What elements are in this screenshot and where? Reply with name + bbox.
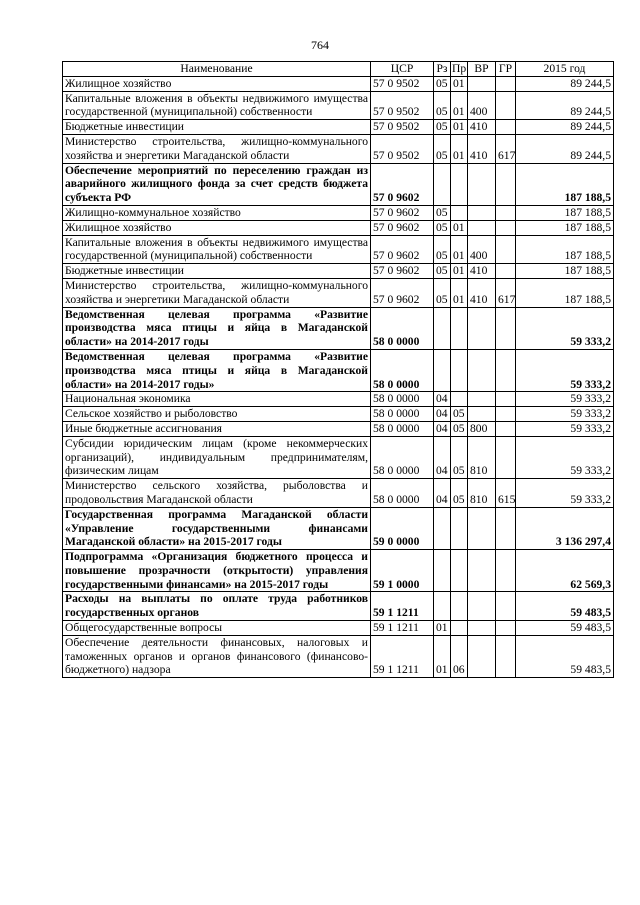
- row-name: Бюджетные инвестиции: [63, 120, 371, 135]
- row-gr: [496, 635, 516, 677]
- table-row: [63, 163, 614, 205]
- row-gr: [496, 592, 516, 621]
- row-csr: 57 0 9602: [371, 220, 434, 235]
- row-rz: 04: [434, 407, 451, 422]
- row-pr: 05: [451, 407, 468, 422]
- row-name: Бюджетные инвестиции: [63, 264, 371, 279]
- table-row: [63, 220, 614, 235]
- row-gr: [496, 349, 516, 391]
- row-pr: [451, 621, 468, 636]
- row-csr: 57 0 9602: [371, 235, 434, 264]
- table-row: [63, 278, 614, 307]
- table-header-row: [63, 62, 614, 77]
- table-row: [63, 621, 614, 636]
- row-pr: [451, 205, 468, 220]
- row-name: Иные бюджетные ассигнования: [63, 421, 371, 436]
- row-gr: 617: [496, 134, 516, 163]
- row-rz: [434, 163, 451, 205]
- row-rz: 04: [434, 421, 451, 436]
- row-amount: 89 244,5: [516, 120, 614, 135]
- row-csr: 57 0 9502: [371, 120, 434, 135]
- row-name: Обеспечение деятельности финансовых, налоговых и таможенных органов и органов финансового (финансово-бюджетного) надзора: [63, 635, 371, 677]
- row-csr: 58 0 0000: [371, 392, 434, 407]
- row-amount: 3 136 297,4: [516, 507, 614, 549]
- row-vr: [468, 407, 496, 422]
- budget-table: [62, 61, 614, 678]
- row-csr: 57 0 9502: [371, 134, 434, 163]
- table-row: [63, 120, 614, 135]
- row-name: Подпрограмма «Организация бюджетного процесса и повышение прозрачности (открытости) управления государственными финансами» на 2015-2017 годы: [63, 550, 371, 592]
- row-gr: [496, 436, 516, 478]
- row-csr: 57 0 9602: [371, 205, 434, 220]
- row-pr: 05: [451, 436, 468, 478]
- row-csr: 58 0 0000: [371, 479, 434, 508]
- row-amount: 62 569,3: [516, 550, 614, 592]
- row-vr: 800: [468, 421, 496, 436]
- table-row: [63, 507, 614, 549]
- row-amount: 187 188,5: [516, 163, 614, 205]
- row-vr: [468, 621, 496, 636]
- row-amount: 187 188,5: [516, 278, 614, 307]
- row-name: Обеспечение мероприятий по переселению граждан из аварийного жилищного фонда за счет средств бюджета субъекта РФ: [63, 163, 371, 205]
- row-amount: 59 333,2: [516, 436, 614, 478]
- table-row: [63, 592, 614, 621]
- row-pr: [451, 592, 468, 621]
- row-pr: [451, 163, 468, 205]
- table-row: [63, 421, 614, 436]
- row-amount: 89 244,5: [516, 134, 614, 163]
- row-name: Субсидии юридическим лицам (кроме некоммерческих организаций), индивидуальным предпринимателям, физическим лицам: [63, 436, 371, 478]
- row-pr: 05: [451, 421, 468, 436]
- table-body: [63, 76, 614, 677]
- row-gr: [496, 220, 516, 235]
- row-gr: [496, 507, 516, 549]
- row-gr: [496, 392, 516, 407]
- row-vr: 810: [468, 479, 496, 508]
- table-row: [63, 235, 614, 264]
- row-gr: [496, 235, 516, 264]
- row-name: Национальная экономика: [63, 392, 371, 407]
- row-amount: 59 483,5: [516, 592, 614, 621]
- row-rz: 04: [434, 479, 451, 508]
- row-gr: [496, 421, 516, 436]
- row-pr: [451, 507, 468, 549]
- table-row: [63, 76, 614, 91]
- row-csr: 58 0 0000: [371, 349, 434, 391]
- row-name: Капитальные вложения в объекты недвижимого имущества государственной (муниципальной) собственности: [63, 91, 371, 120]
- row-gr: [496, 91, 516, 120]
- table-row: [63, 635, 614, 677]
- row-vr: 410: [468, 120, 496, 135]
- row-amount: 187 188,5: [516, 235, 614, 264]
- row-vr: 400: [468, 235, 496, 264]
- row-rz: 05: [434, 134, 451, 163]
- row-vr: [468, 307, 496, 349]
- row-gr: [496, 621, 516, 636]
- row-csr: 58 0 0000: [371, 421, 434, 436]
- row-vr: [468, 592, 496, 621]
- row-rz: [434, 507, 451, 549]
- row-csr: 57 0 9602: [371, 163, 434, 205]
- row-csr: 58 0 0000: [371, 436, 434, 478]
- row-amount: 89 244,5: [516, 91, 614, 120]
- row-name: Министерство строительства, жилищно-коммунального хозяйства и энергетики Магаданской области: [63, 134, 371, 163]
- table-row: [63, 91, 614, 120]
- row-gr: [496, 163, 516, 205]
- row-name: Капитальные вложения в объекты недвижимого имущества государственной (муниципальной) собственности: [63, 235, 371, 264]
- table-row: [63, 407, 614, 422]
- row-vr: [468, 349, 496, 391]
- row-vr: 400: [468, 91, 496, 120]
- row-name: Ведомственная целевая программа «Развитие производства мяса птицы и яйца в Магаданской области» на 2014-2017 годы: [63, 307, 371, 349]
- row-vr: 410: [468, 134, 496, 163]
- row-amount: 59 333,2: [516, 479, 614, 508]
- row-name: Жилищное хозяйство: [63, 220, 371, 235]
- header-name: Наименование: [63, 62, 371, 77]
- row-vr: [468, 550, 496, 592]
- row-csr: 59 0 0000: [371, 507, 434, 549]
- row-gr: [496, 120, 516, 135]
- row-amount: 187 188,5: [516, 205, 614, 220]
- row-name: Жилищно-коммунальное хозяйство: [63, 205, 371, 220]
- row-csr: 59 1 1211: [371, 621, 434, 636]
- row-pr: 01: [451, 91, 468, 120]
- row-amount: 187 188,5: [516, 220, 614, 235]
- header-pr: Пр: [452, 62, 467, 75]
- row-amount: 187 188,5: [516, 264, 614, 279]
- row-pr: 01: [451, 76, 468, 91]
- row-vr: [468, 220, 496, 235]
- table-row: [63, 264, 614, 279]
- row-name: Жилищное хозяйство: [63, 76, 371, 91]
- row-pr: [451, 349, 468, 391]
- row-amount: 59 483,5: [516, 621, 614, 636]
- table-row: [63, 307, 614, 349]
- row-rz: 01: [434, 621, 451, 636]
- row-name: Сельское хозяйство и рыболовство: [63, 407, 371, 422]
- row-csr: 57 0 9502: [371, 76, 434, 91]
- table-row: [63, 479, 614, 508]
- row-gr: [496, 550, 516, 592]
- row-amount: 59 333,2: [516, 349, 614, 391]
- row-pr: 01: [451, 134, 468, 163]
- table-row: [63, 392, 614, 407]
- row-rz: 05: [434, 235, 451, 264]
- page-number: 764: [311, 38, 329, 52]
- row-pr: 01: [451, 264, 468, 279]
- table-row: [63, 349, 614, 391]
- row-gr: [496, 307, 516, 349]
- header-vr: ВР: [468, 62, 496, 77]
- row-name: Государственная программа Магаданской области «Управление государственными финансами Магаданской области» на 2015-2017 годы: [63, 507, 371, 549]
- row-csr: 57 0 9602: [371, 278, 434, 307]
- row-pr: [451, 550, 468, 592]
- row-rz: [434, 592, 451, 621]
- row-name: Ведомственная целевая программа «Развитие производства мяса птицы и яйца в Магаданской области» на 2014-2017 годы»: [63, 349, 371, 391]
- row-pr: 05: [451, 479, 468, 508]
- row-rz: [434, 550, 451, 592]
- row-amount: 59 333,2: [516, 307, 614, 349]
- row-vr: [468, 507, 496, 549]
- row-csr: 57 0 9602: [371, 264, 434, 279]
- row-amount: 59 333,2: [516, 407, 614, 422]
- row-vr: 410: [468, 278, 496, 307]
- row-amount: 59 333,2: [516, 392, 614, 407]
- row-pr: 01: [451, 278, 468, 307]
- row-vr: [468, 76, 496, 91]
- row-gr: [496, 264, 516, 279]
- row-rz: [434, 349, 451, 391]
- row-pr: 01: [451, 120, 468, 135]
- row-name: Общегосударственные вопросы: [63, 621, 371, 636]
- row-rz: 05: [434, 220, 451, 235]
- table-row: [63, 550, 614, 592]
- table-row: [63, 436, 614, 478]
- row-gr: [496, 205, 516, 220]
- row-rz: 05: [434, 264, 451, 279]
- row-vr: [468, 205, 496, 220]
- row-rz: 04: [434, 392, 451, 407]
- table-row: [63, 205, 614, 220]
- header-rz: Рз: [434, 62, 451, 77]
- row-vr: [468, 635, 496, 677]
- row-vr: [468, 163, 496, 205]
- row-name: Министерство сельского хозяйства, рыболовства и продовольствия Магаданской области: [63, 479, 371, 508]
- row-gr: 615: [496, 479, 516, 508]
- row-name: Расходы на выплаты по оплате труда работников государственных органов: [63, 592, 371, 621]
- row-pr: 01: [451, 235, 468, 264]
- row-csr: 59 1 1211: [371, 635, 434, 677]
- header-gr: ГР: [496, 62, 516, 77]
- row-gr: [496, 76, 516, 91]
- row-rz: 05: [434, 91, 451, 120]
- row-pr: 01: [451, 220, 468, 235]
- row-amount: 89 244,5: [516, 76, 614, 91]
- row-name: Министерство строительства, жилищно-коммунального хозяйства и энергетики Магаданской области: [63, 278, 371, 307]
- row-pr: 06: [451, 635, 468, 677]
- header-year: 2015 год: [516, 62, 614, 77]
- row-rz: 01: [434, 635, 451, 677]
- row-csr: 58 0 0000: [371, 407, 434, 422]
- row-gr: 617: [496, 278, 516, 307]
- row-pr: [451, 307, 468, 349]
- header-csr: ЦСР: [371, 62, 434, 77]
- row-rz: [434, 307, 451, 349]
- row-pr: [451, 392, 468, 407]
- row-amount: 59 483,5: [516, 635, 614, 677]
- row-csr: 57 0 9502: [371, 91, 434, 120]
- row-csr: 58 0 0000: [371, 307, 434, 349]
- row-csr: 59 1 1211: [371, 592, 434, 621]
- row-rz: 05: [434, 278, 451, 307]
- table-row: [63, 134, 614, 163]
- row-vr: [468, 392, 496, 407]
- row-gr: [496, 407, 516, 422]
- row-rz: 04: [434, 436, 451, 478]
- row-vr: 810: [468, 436, 496, 478]
- row-rz: 05: [434, 76, 451, 91]
- row-amount: 59 333,2: [516, 421, 614, 436]
- row-csr: 59 1 0000: [371, 550, 434, 592]
- row-rz: 05: [434, 120, 451, 135]
- row-rz: 05: [434, 205, 451, 220]
- row-vr: 410: [468, 264, 496, 279]
